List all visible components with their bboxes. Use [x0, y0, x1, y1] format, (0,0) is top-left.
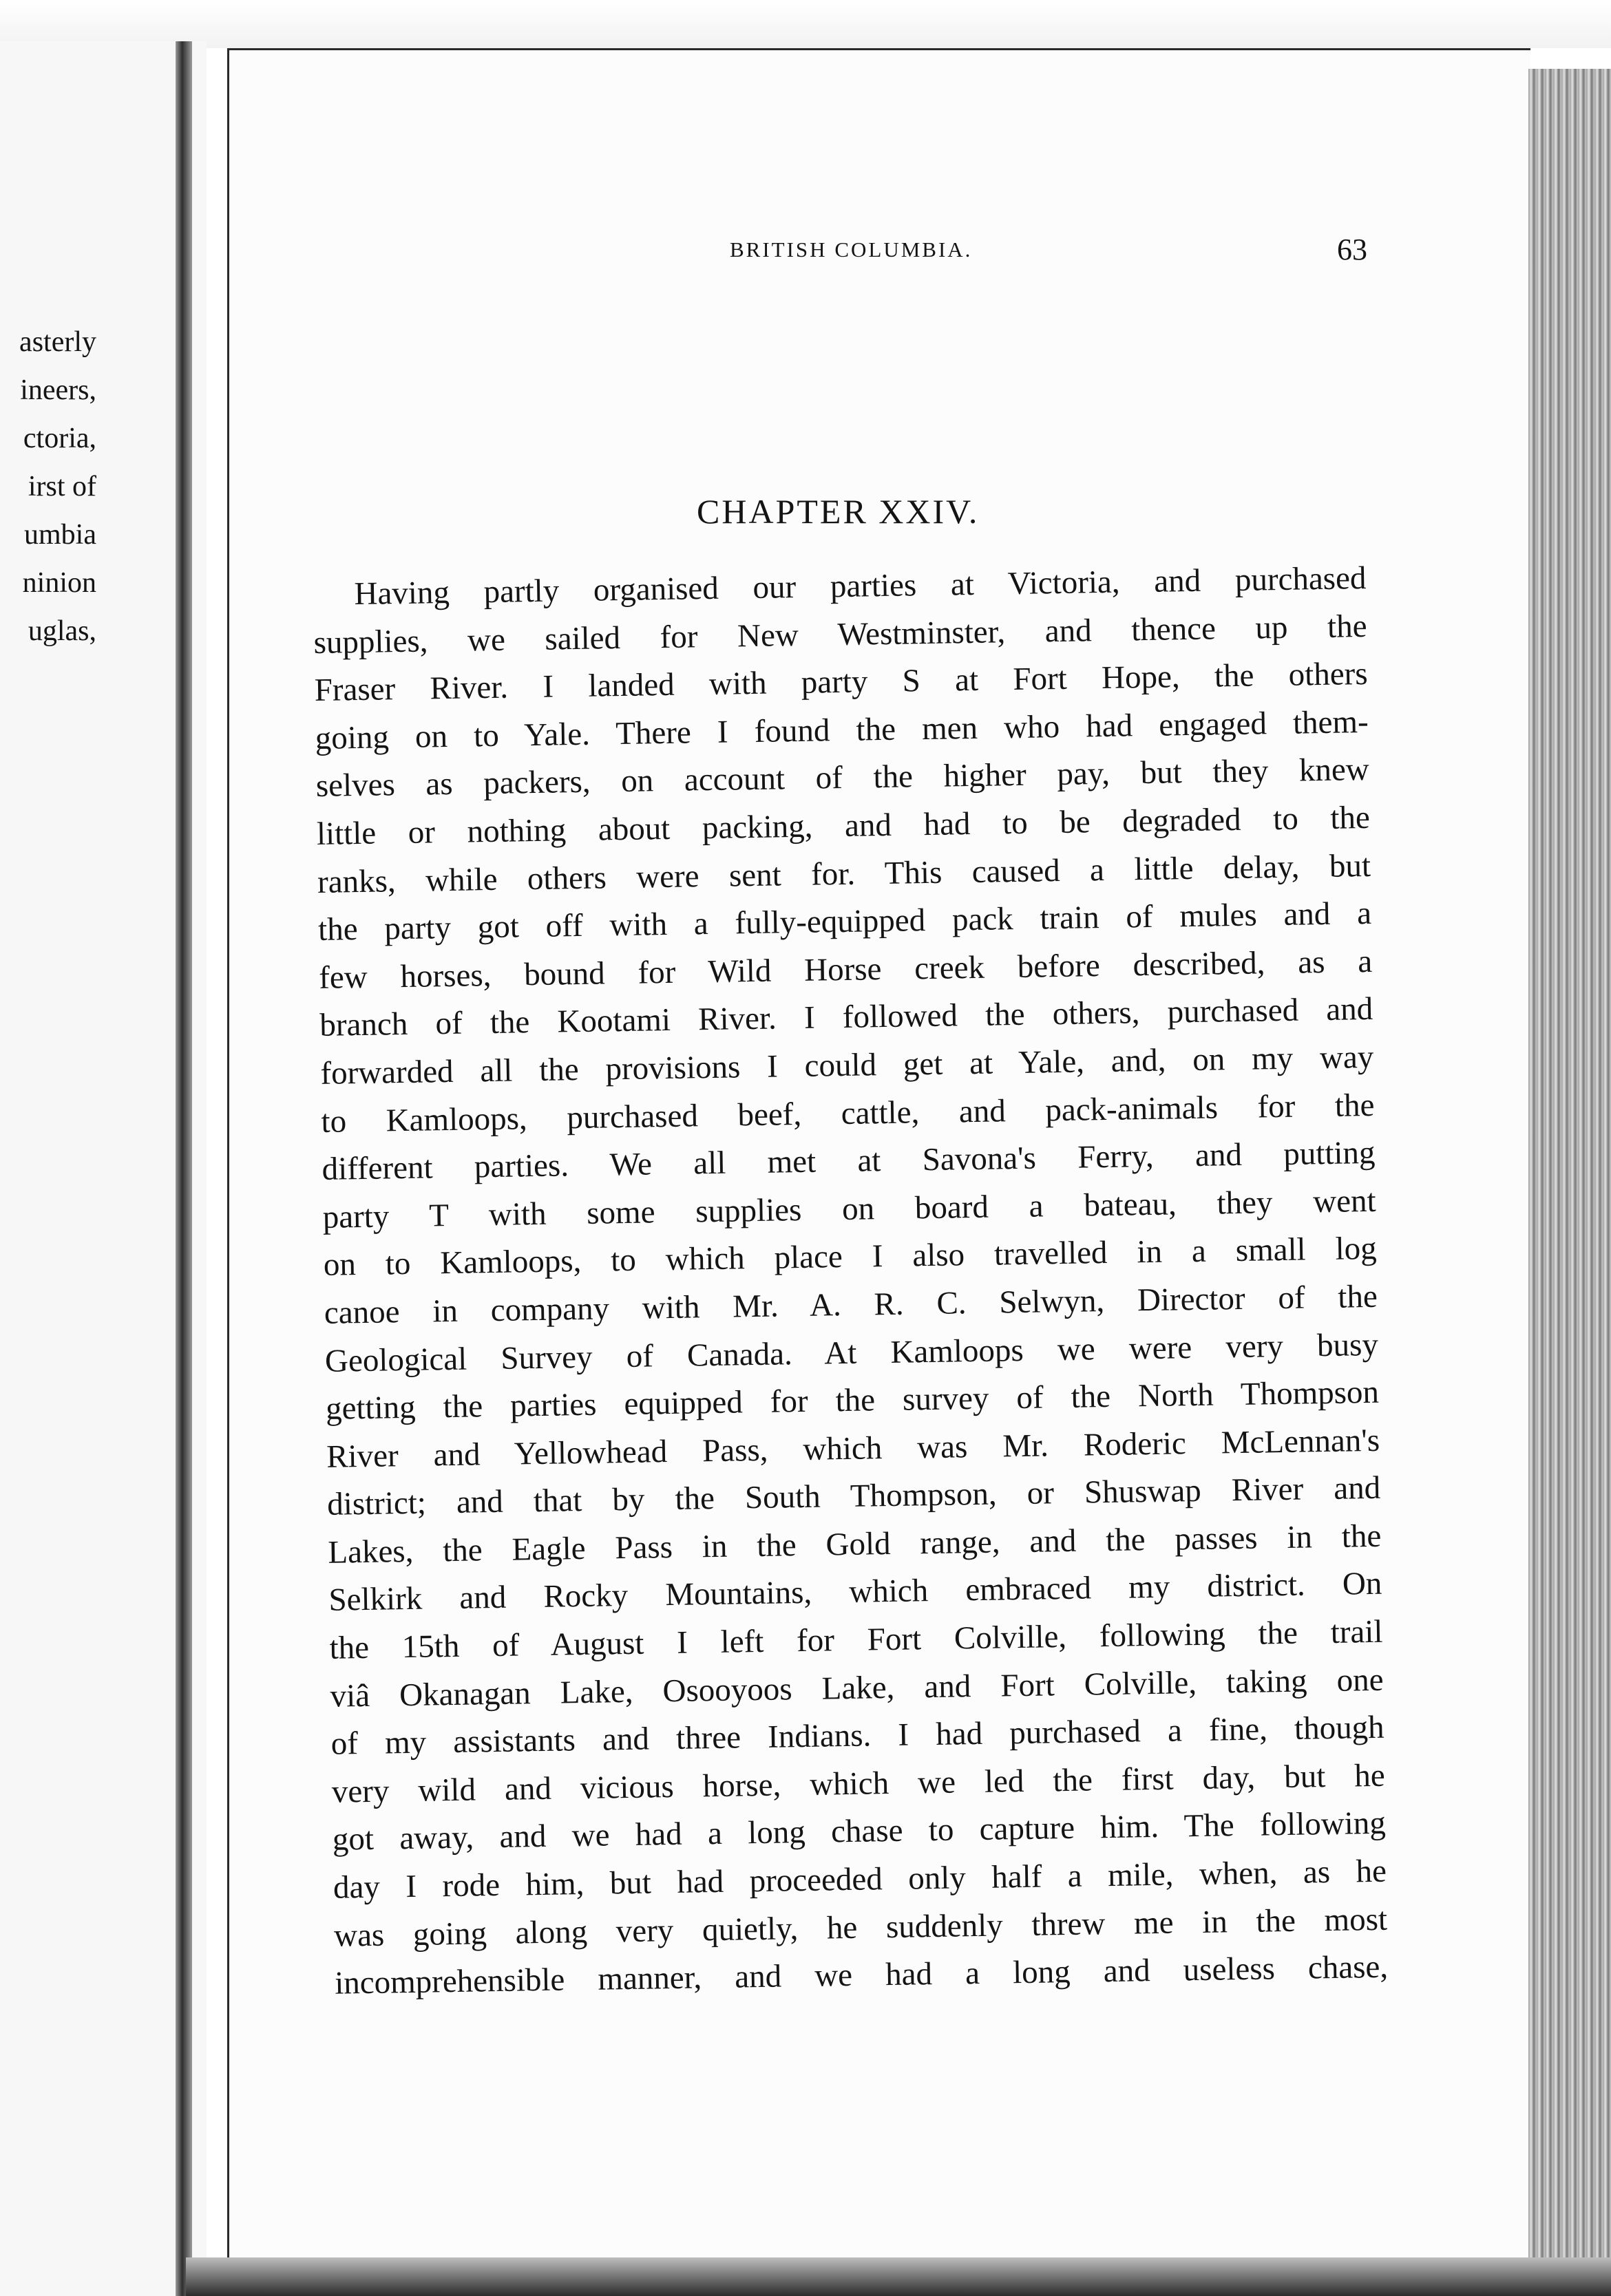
page-number: 63 — [1337, 233, 1367, 266]
text-line: party T with some supplies on board a bateau, they went — [322, 1182, 1376, 1235]
bottom-edge-shadow — [186, 2257, 1611, 2296]
text-line: on to Kamloops, to which place I also travelled in a small log — [323, 1231, 1378, 1284]
left-line-fragment: ineers, — [20, 374, 96, 406]
text-line: Lakes, the Eagle Pass in the Gold range, and the passes in the — [327, 1518, 1382, 1571]
top-margin-strip — [0, 0, 1611, 48]
text-line: of my assistants and three Indians. I had purchased a fine, though — [330, 1710, 1384, 1763]
text-line: day I rode him, but had proceeded only half a mile, when, as he — [333, 1853, 1387, 1906]
text-line: little or nothing about packing, and had to be degraded to the — [316, 799, 1371, 852]
text-line: branch of the Kootami River. I followed the others, purchased and — [319, 991, 1373, 1044]
text-line: forwarded all the provisions I could get at Yale, and, on my way — [320, 1039, 1374, 1092]
text-line: ranks, while others were sent for. This caused a little delay, but — [317, 847, 1371, 900]
text-line: Having partly organised our parties at Victoria, and purchased — [354, 560, 1367, 613]
left-line-fragment: umbia — [24, 519, 96, 551]
text-line: different parties. We all met at Savona's Ferry, and putting — [322, 1134, 1376, 1188]
left-line-fragment: asterly — [19, 326, 96, 358]
text-line: to Kamloops, purchased beef, cattle, and pack-animals for the — [321, 1087, 1375, 1140]
body-text — [313, 555, 1389, 2008]
text-line: viâ Okanagan Lake, Osooyoos Lake, and Fort Colville, taking one — [330, 1661, 1384, 1714]
chapter-title: CHAPTER XXIV. — [697, 492, 980, 531]
text-line: going on to Yale. There I found the men who had engaged them- — [315, 703, 1369, 756]
left-line-fragment: irst of — [28, 471, 96, 502]
page-edge-stack — [1528, 69, 1611, 2296]
text-line: incomprehensible manner, and we had a long and useless chase, — [334, 1948, 1389, 2001]
text-line: the 15th of August I left for Fort Colville, following the trail — [329, 1613, 1383, 1666]
text-line: River and Yellowhead Pass, which was Mr. Roderic McLennan's — [326, 1422, 1380, 1475]
text-line: got away, and we had a long chase to capture him. The following — [332, 1805, 1387, 1858]
book-gutter-shadow — [176, 41, 192, 2296]
text-line: the party got off with a fully-equipped pack train of mules and a — [317, 895, 1372, 948]
left-line-fragment: ctoria, — [23, 423, 96, 454]
left-page-text-fragments — [0, 318, 96, 655]
text-line: getting the parties equipped for the survey of the North Thompson — [325, 1374, 1380, 1427]
text-line: canoe in company with Mr. A. R. C. Selwyn, Director of the — [324, 1278, 1378, 1331]
text-line: Geological Survey of Canada. At Kamloops we were very busy — [324, 1326, 1379, 1379]
left-line-fragment: ninion — [22, 567, 96, 599]
text-line: Fraser River. I landed with party S at Fort Hope, the others — [314, 656, 1368, 709]
text-line: selves as packers, on account of the higher pay, but they knew — [315, 752, 1370, 805]
text-line: district; and that by the South Thompson, or Shuswap River and — [326, 1470, 1381, 1523]
text-line: was going along very quietly, he suddenly threw me in the most — [333, 1901, 1388, 1954]
text-line: very wild and vicious horse, which we led the first day, but he — [331, 1757, 1386, 1810]
running-head: BRITISH COLUMBIA. — [730, 237, 973, 262]
text-line: Selkirk and Rocky Mountains, which embraced my district. On — [328, 1566, 1382, 1619]
text-line: few horses, bound for Wild Horse creek before described, as a — [318, 943, 1373, 996]
left-line-fragment: uglas, — [28, 615, 96, 647]
text-line: supplies, we sailed for New Westminster, and thence up the — [313, 608, 1367, 661]
